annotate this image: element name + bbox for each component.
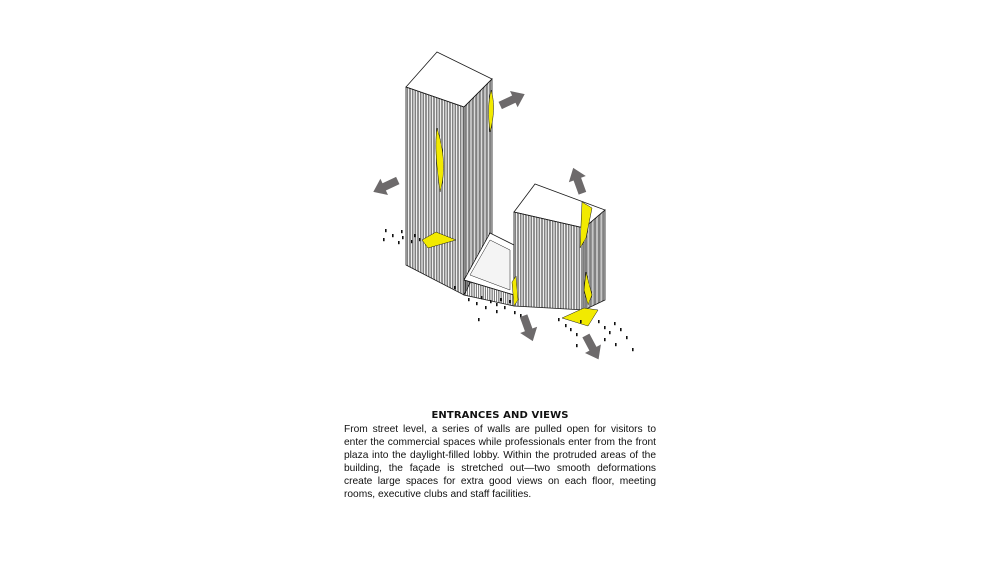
arrow-up-right xyxy=(496,86,528,114)
caption-body: From street level, a series of walls are pulled open for visitors to enter the commercial spaces while professionals enter from the front plaza into the daylight-filled lobby. Within the protruded areas of the building, the façade is stretched out—two smooth deformations create large spaces for extra good views on each floor, meeting rooms, executive clubs and staff facilities. xyxy=(344,424,656,500)
tall-tower-front-facade xyxy=(406,80,464,300)
arrow-down-right xyxy=(578,331,607,363)
caption-title: ENTRANCES AND VIEWS xyxy=(431,410,569,421)
short-tower xyxy=(512,184,605,326)
tall-tower-deformation xyxy=(436,128,444,192)
arrow-up xyxy=(565,165,591,197)
arrow-left xyxy=(370,172,402,200)
arrow-down xyxy=(515,313,541,345)
caption xyxy=(344,409,656,501)
short-tower-deformation xyxy=(580,202,592,248)
podium xyxy=(464,233,514,308)
short-tower-entrance xyxy=(562,308,598,326)
